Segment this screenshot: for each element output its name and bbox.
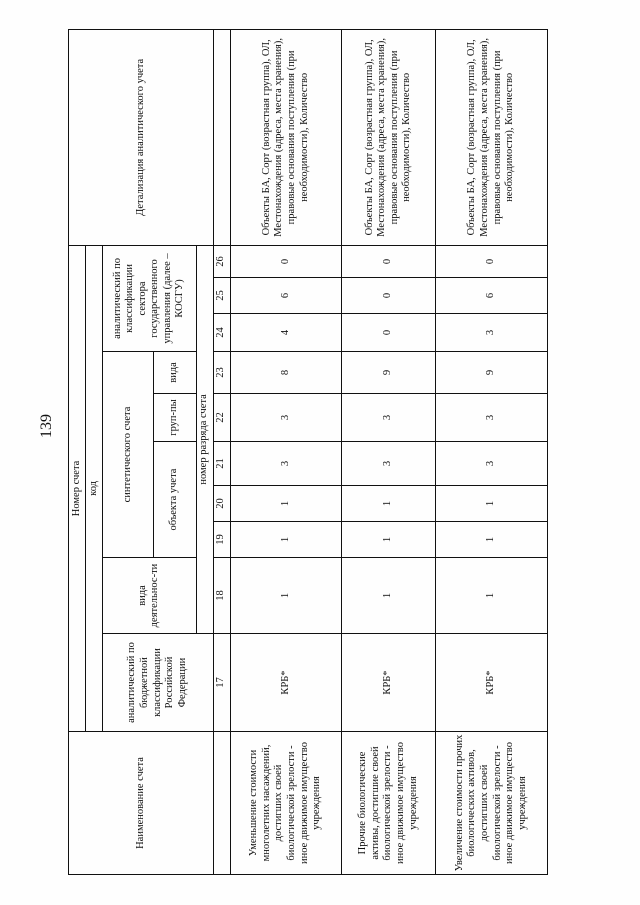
value-cell: 0: [342, 314, 436, 352]
value-cell: 3: [230, 442, 342, 486]
value-cell: 8: [230, 352, 342, 394]
detail-cell: Объекты БА, Сорт (возрастная группа), ОЛ, Местонахождения (адреса, места хранения), правовые основания поступления (при необходимости), Количество: [230, 29, 342, 245]
value-cell: КРБ*: [342, 634, 436, 732]
value-cell: 3: [436, 442, 548, 486]
value-cell: 0: [436, 245, 548, 277]
table-row: [342, 29, 436, 874]
col-number: 19: [213, 522, 230, 558]
page-number: 139: [38, 414, 55, 438]
value-cell: 1: [436, 486, 548, 522]
header-activity-type: вида деятельнос-ти: [103, 558, 197, 634]
value-cell: 0: [342, 245, 436, 277]
value-cell: 9: [342, 352, 436, 394]
col-number: 21: [213, 442, 230, 486]
header-account-number: Номер счета: [69, 245, 86, 731]
value-cell: 1: [342, 522, 436, 558]
value-cell: 3: [436, 394, 548, 442]
value-cell: 1: [230, 522, 342, 558]
header-account-name: Наименование счета: [69, 732, 214, 875]
value-cell: 1: [342, 558, 436, 634]
header-analytical-budget: аналитический по бюджетной классификации Российской Федерации: [103, 634, 214, 732]
col-number: 18: [213, 558, 230, 634]
col-number: 23: [213, 352, 230, 394]
table-row: [436, 29, 548, 874]
accounts-table-rotated: [68, 30, 548, 875]
value-cell: КРБ*: [230, 634, 342, 732]
col-number: 17: [213, 634, 230, 732]
value-cell: 3: [230, 394, 342, 442]
accounts-table: [68, 29, 548, 875]
header-digit-number: номер разряда счета: [196, 245, 213, 633]
value-cell: 3: [436, 314, 548, 352]
detail-cell: Объекты БА, Сорт (возрастная группа), ОЛ, Местонахождения (адреса, места хранения), правовые основания поступления (при необходимости), Количество: [342, 29, 436, 245]
value-cell: 1: [436, 522, 548, 558]
value-cell: 6: [436, 278, 548, 314]
account-name-cell: Уменьшение стоимости многолетних насаждений, достигших своей биологической зрелости - иное движимое имущество учреждения: [230, 732, 342, 875]
detail-cell: Объекты БА, Сорт (возрастная группа), ОЛ, Местонахождения (адреса, места хранения), правовые основания поступления (при необходимости), Количество: [436, 29, 548, 245]
value-cell: 3: [342, 442, 436, 486]
value-cell: 9: [436, 352, 548, 394]
account-name-cell: Прочие биологические активы, достигшие своей биологической зрелости - иное движимое имущество учреждения: [342, 732, 436, 875]
header-group: груп-пы: [153, 394, 196, 442]
value-cell: 4: [230, 314, 342, 352]
value-cell: 3: [342, 394, 436, 442]
header-code: код: [86, 245, 103, 731]
col-number: 24: [213, 314, 230, 352]
header-object: объекта учета: [153, 442, 196, 558]
header-kind: вида: [153, 352, 196, 394]
header-detail: Детализация аналитического учета: [69, 29, 214, 245]
col-number: 25: [213, 278, 230, 314]
col-number: 22: [213, 394, 230, 442]
value-cell: 1: [342, 486, 436, 522]
value-cell: 0: [230, 245, 342, 277]
col-number-blank: [213, 732, 230, 875]
value-cell: 1: [230, 558, 342, 634]
value-cell: 6: [230, 278, 342, 314]
col-number: 20: [213, 486, 230, 522]
value-cell: КРБ*: [436, 634, 548, 732]
value-cell: 1: [436, 558, 548, 634]
account-name-cell: Увеличение стоимости прочих биологических активов, достигших своей биологической зрелости - иное движимое имущество учреждения: [436, 732, 548, 875]
col-number-blank: [213, 29, 230, 245]
value-cell: 1: [230, 486, 342, 522]
header-analytical-kosgu: аналитический по классификации сектора государственного управления (далее – КОСГУ): [103, 245, 197, 351]
value-cell: 0: [342, 278, 436, 314]
table-row: [230, 29, 342, 874]
col-number: 26: [213, 245, 230, 277]
header-synthetic: синтетического счета: [103, 352, 154, 558]
